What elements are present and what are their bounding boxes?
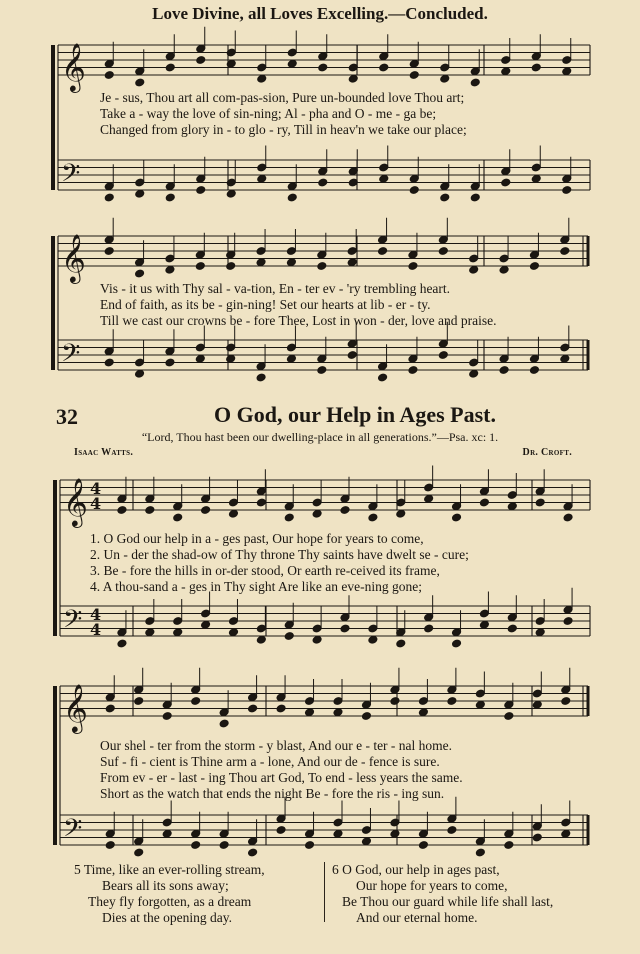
time-signature: 4 xyxy=(90,494,102,513)
note-head xyxy=(284,513,294,522)
stanza-5 xyxy=(74,862,265,926)
note-head xyxy=(379,174,389,183)
bass-clef-icon: 𝄢 xyxy=(63,814,83,849)
note-head xyxy=(304,708,314,717)
note-head xyxy=(563,617,573,626)
note-head xyxy=(318,63,328,72)
hymn2-system2-lyrics xyxy=(100,738,463,802)
note-head xyxy=(562,186,572,195)
note-head xyxy=(195,262,205,271)
hymn2-system1-lyrics xyxy=(90,531,469,595)
note-head xyxy=(333,708,343,717)
lyric-line: Changed from glory in - to glo - ry, Till in heav'n we take our place; xyxy=(100,122,467,137)
note-head xyxy=(117,639,127,648)
note-head xyxy=(424,624,434,633)
stanza-line: Dies at the opening day. xyxy=(102,910,232,925)
treble-clef-icon: 𝄞 xyxy=(63,683,88,732)
note-head xyxy=(256,258,266,267)
note-head xyxy=(531,63,541,72)
note-head xyxy=(479,620,489,629)
note-head xyxy=(469,369,479,378)
note-head xyxy=(418,708,428,717)
note-head xyxy=(317,366,327,375)
note-head xyxy=(134,697,144,706)
note-head xyxy=(532,833,542,842)
time-signature: 4 xyxy=(90,620,102,639)
note-head xyxy=(440,74,450,83)
lyric-line: 4. A thou-sand a - ges in Thy sight Are like an eve-ning gone; xyxy=(90,579,422,594)
note-head xyxy=(304,841,314,850)
note-head xyxy=(173,513,183,522)
time-signature: 4 xyxy=(90,605,102,624)
note-head xyxy=(196,186,206,195)
note-head xyxy=(438,351,448,360)
bass-clef-icon: 𝄢 xyxy=(63,605,83,640)
note-head xyxy=(507,624,517,633)
hymn-number: 32 xyxy=(56,404,78,429)
note-head xyxy=(390,829,400,838)
hymn1-system2-lyrics xyxy=(100,281,496,329)
note-head xyxy=(499,366,509,375)
note-head xyxy=(287,59,297,68)
note-head xyxy=(396,639,406,648)
note-head xyxy=(219,841,229,850)
time-signature: 4 xyxy=(90,479,102,498)
note-head xyxy=(561,829,571,838)
treble-clef-icon: 𝄞 xyxy=(61,42,86,91)
treble-clef-icon: 𝄞 xyxy=(61,233,86,282)
note-head xyxy=(378,247,388,256)
lyric-line: Je - sus, Thou art all com-pas-sion, Pure un-bounded love Thou art; xyxy=(100,90,465,105)
note-head xyxy=(348,74,358,83)
note-head xyxy=(562,67,572,76)
note-head xyxy=(368,635,378,644)
note-head xyxy=(447,697,457,706)
note-head xyxy=(361,837,371,846)
note-head xyxy=(560,354,570,363)
note-head xyxy=(228,509,238,518)
note-head xyxy=(135,369,145,378)
note-head xyxy=(117,506,127,515)
note-head xyxy=(226,189,236,198)
note-head xyxy=(104,193,114,202)
stanza-number: 6 xyxy=(332,862,339,877)
note-head xyxy=(333,829,343,838)
note-head xyxy=(257,174,267,183)
note-head xyxy=(165,63,175,72)
note-head xyxy=(501,67,511,76)
note-head xyxy=(284,632,294,641)
note-head xyxy=(165,358,175,367)
note-head xyxy=(201,620,211,629)
stanza-6 xyxy=(332,862,553,926)
hymn1-system1-lyrics xyxy=(100,90,467,138)
note-head xyxy=(340,506,350,515)
note-head xyxy=(191,841,201,850)
note-head xyxy=(196,56,206,65)
scripture-reference: “Lord, Thou hast been our dwelling-place in all generations.”—Psa. xc: 1. xyxy=(141,430,499,444)
note-head xyxy=(318,178,328,187)
note-head xyxy=(286,258,296,267)
note-head xyxy=(408,262,418,271)
note-head xyxy=(317,262,327,271)
stanza-number: 5 xyxy=(74,862,81,877)
stanza-line: Be Thou our guard while life shall last, xyxy=(342,894,554,909)
note-head xyxy=(162,712,172,721)
note-head xyxy=(248,704,258,713)
lyric-line: Take a - way the love of sin-ning; Al - pha and O - me - ga be; xyxy=(100,106,437,121)
hymn-title: O God, our Help in Ages Past. xyxy=(214,402,496,427)
note-head xyxy=(135,269,145,278)
stanza-line: Bears all its sons away; xyxy=(102,878,229,893)
stanza-line: Our hope for years to come, xyxy=(356,878,508,893)
lyric-line: Till we cast our crowns be - fore Thee, Lost in won - der, love and praise. xyxy=(100,313,497,328)
note-head xyxy=(104,247,114,256)
note-head xyxy=(312,635,322,644)
note-head xyxy=(226,354,236,363)
lyric-line: End of faith, as its be - gin-ning! Set our hearts at lib - er - ty. xyxy=(100,297,431,312)
note-head xyxy=(470,193,480,202)
note-head xyxy=(561,697,571,706)
note-head xyxy=(165,193,175,202)
note-head xyxy=(340,624,350,633)
note-head xyxy=(447,826,457,835)
treble-clef-icon: 𝄞 xyxy=(63,477,88,526)
lyric-line: 1. O God our help in a - ges past, Our hope for years to come, xyxy=(90,531,424,546)
note-head xyxy=(195,354,205,363)
note-head xyxy=(191,697,201,706)
stanza-line: O God, our help in ages past, xyxy=(342,862,500,877)
note-head xyxy=(276,826,286,835)
note-head xyxy=(134,848,144,857)
note-head xyxy=(173,628,183,637)
composer-credit: Dr. Croft. xyxy=(522,447,572,458)
note-head xyxy=(451,513,461,522)
note-head xyxy=(226,262,236,271)
note-head xyxy=(499,265,509,274)
note-head xyxy=(470,78,480,87)
note-head xyxy=(145,628,155,637)
lyric-line: Suf - fi - cient is Thine arm a - lone, And our de - fence is sure. xyxy=(100,754,440,769)
note-head xyxy=(409,71,419,80)
note-head xyxy=(276,704,286,713)
note-head xyxy=(256,373,266,382)
stanza-line: And our eternal home. xyxy=(356,910,478,925)
lyric-line: Vis - it us with Thy sal - va-tion, En - ter ev - 'ry trembling heart. xyxy=(100,281,451,296)
note-head xyxy=(479,498,489,507)
bass-clef-icon: 𝄢 xyxy=(61,339,81,374)
note-head xyxy=(368,513,378,522)
note-head xyxy=(409,186,419,195)
note-head xyxy=(105,841,115,850)
lyric-line: From ev - er - last - ing Thou art God, To end - less years the same. xyxy=(100,770,463,785)
note-head xyxy=(475,848,485,857)
note-head xyxy=(105,704,115,713)
note-head xyxy=(504,841,514,850)
note-head xyxy=(347,351,357,360)
note-head xyxy=(469,265,479,274)
note-head xyxy=(535,498,545,507)
note-head xyxy=(390,697,400,706)
note-head xyxy=(424,494,434,503)
note-head xyxy=(475,700,485,709)
note-head xyxy=(286,354,296,363)
lyric-line: 3. Be - fore the hills in or-der stood, Or earth re-ceived its frame, xyxy=(90,563,440,578)
note-head xyxy=(219,719,229,728)
stanza-divider xyxy=(324,862,325,922)
note-head xyxy=(165,265,175,274)
note-head xyxy=(440,193,450,202)
note-head xyxy=(501,178,511,187)
note-head xyxy=(504,712,514,721)
author-credit: Isaac Watts. xyxy=(74,447,134,458)
note-head xyxy=(256,498,266,507)
note-head xyxy=(228,628,238,637)
lyric-line: Our shel - ter from the storm - y blast, And our e - ter - nal home. xyxy=(100,738,453,753)
note-head xyxy=(135,189,145,198)
note-head xyxy=(378,373,388,382)
note-head xyxy=(312,509,322,518)
note-head xyxy=(104,358,114,367)
note-head xyxy=(287,193,297,202)
lyric-line: 2. Un - der the shad-ow of Thy throne Thy saints have dwelt se - cure; xyxy=(90,547,469,562)
note-head xyxy=(104,71,114,80)
note-head xyxy=(347,258,357,267)
note-head xyxy=(256,635,266,644)
stanza-line: Time, like an ever-rolling stream, xyxy=(83,862,265,877)
note-head xyxy=(507,502,517,511)
note-head xyxy=(531,174,541,183)
note-head xyxy=(396,509,406,518)
note-head xyxy=(451,639,461,648)
stanza-line: They fly forgotten, as a dream xyxy=(88,894,252,909)
note-head xyxy=(361,712,371,721)
note-head xyxy=(135,78,145,87)
note-head xyxy=(563,513,573,522)
note-head xyxy=(257,74,267,83)
note-head xyxy=(408,366,418,375)
note-head xyxy=(379,63,389,72)
hymn-title-concluded: Love Divine, all Loves Excelling.—Concluded. xyxy=(152,4,488,23)
note-head xyxy=(535,628,545,637)
note-head xyxy=(145,506,155,515)
note-head xyxy=(529,262,539,271)
note-head xyxy=(201,506,211,515)
note-head xyxy=(248,848,258,857)
lyric-line: Short as the watch that ends the night Be - fore the ris - ing sun. xyxy=(100,786,445,801)
note-head xyxy=(532,700,542,709)
bass-clef-icon: 𝄢 xyxy=(61,159,81,194)
note-head xyxy=(162,829,172,838)
note-head xyxy=(438,247,448,256)
note-head xyxy=(418,841,428,850)
note-head xyxy=(529,366,539,375)
note-head xyxy=(560,247,570,256)
